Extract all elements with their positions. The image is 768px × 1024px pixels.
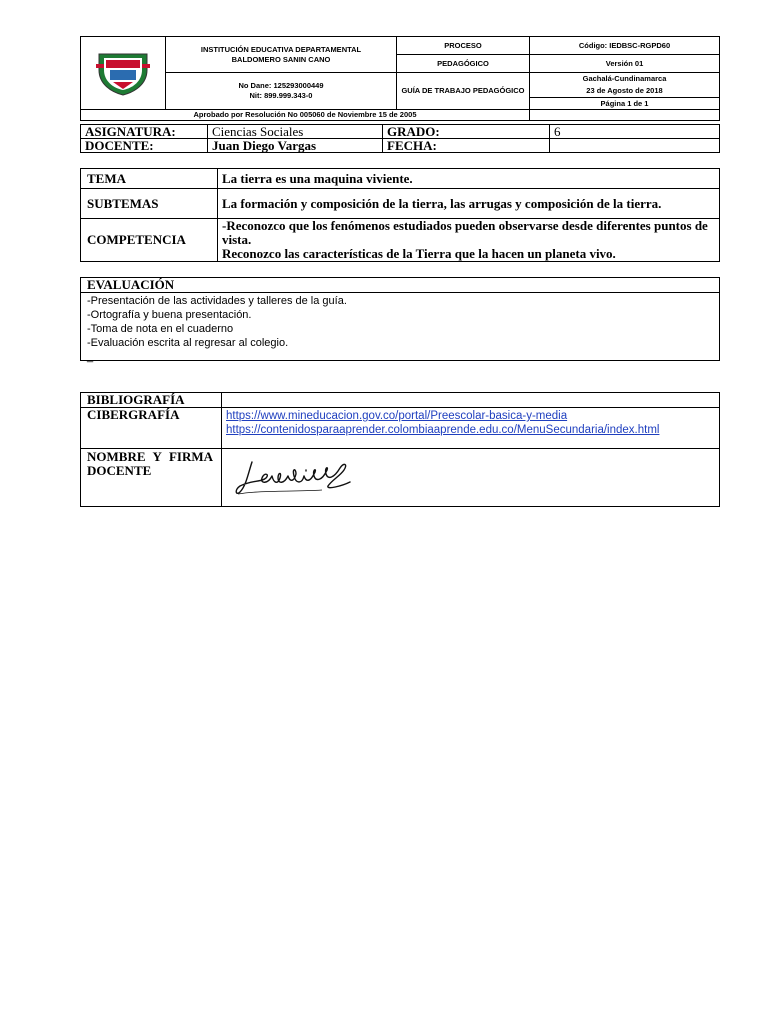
evaluation-title: EVALUACIÓN [81,278,719,293]
process-cell [397,37,530,73]
bibliography-table [80,392,720,507]
date-value [550,139,720,153]
grade-label: GRADO: [383,125,550,139]
evaluation-item: -Ortografía y buena presentación. [87,309,252,321]
logo-cell [81,37,166,110]
evaluation-list [81,293,719,365]
evaluation-box [80,277,720,361]
competency-label: COMPETENCIA [81,219,218,262]
institution-name-line2: BALDOMERO SANIN CANO [231,54,331,64]
code-cell [530,37,720,73]
dane-number: No Dane: 125293000449 [238,81,324,90]
handwritten-signature [232,454,372,498]
competency-line-2: Reconozco las características de la Tierra que la hacen un planeta vivo. [222,246,616,261]
topic-label: TEMA [81,169,218,189]
document-header [80,36,720,121]
nit-number: Nit: 899.999.343-0 [249,91,313,100]
subject-label: ASIGNATURA: [81,125,208,139]
document-version: Versión 01 [605,59,644,68]
evaluation-item: _ [87,351,94,363]
location: Gachalá-Cundinamarca [582,74,667,83]
topic-table [80,168,720,262]
school-shield-icon [93,48,153,96]
guide-title: GUÍA DE TRABAJO PEDAGÓGICO [397,73,530,110]
evaluation-item: -Toma de nota en el cuaderno [87,323,234,335]
document-code: Código: IEDBSC-RGPD60 [530,37,719,55]
topic-value: La tierra es una maquina viviente. [218,169,720,189]
teacher-label: DOCENTE: [81,139,208,153]
issue-date: 23 de Agosto de 2018 [586,86,663,95]
approval-note: Aprobado por Resolución No 005060 de Noviembre 15 de 2005 [81,110,530,121]
subject-info-table [80,124,720,153]
cybergraphy-label: CIBERGRAFÍA [81,408,222,449]
grade-value: 6 [550,125,720,139]
competency-value [218,219,720,262]
evaluation-item: -Presentación de las actividades y talleres de la guía. [87,295,347,307]
approval-empty-cell [530,110,720,121]
location-cell [530,73,720,110]
subtopics-value: La formación y composición de la tierra, las arrugas y composición de la tierra. [218,189,720,219]
date-label: FECHA: [383,139,550,153]
process-value: PEDAGÓGICO [437,59,489,68]
page-number: Página 1 de 1 [530,97,719,109]
subject-value: Ciencias Sociales [208,125,383,139]
teacher-value: Juan Diego Vargas [208,139,383,153]
bibliography-value [222,393,720,408]
cybergraphy-link-mineducacion[interactable]: https://www.mineducacion.gov.co/portal/Preescolar-basica-y-media [226,410,568,422]
subtopics-label: SUBTEMAS [81,189,218,219]
evaluation-item: -Evaluación escrita al regresar al colegio. [87,337,289,349]
institution-cell [166,37,397,73]
teacher-signature-label: NOMBRE Y FIRMA DOCENTE [81,449,222,507]
institution-name-line1: INSTITUCIÓN EDUCATIVA DEPARTAMENTAL [200,44,362,54]
competency-line-1: -Reconozco que los fenómenos estudiados pueden observarse desde diferentes puntos de vista. [222,218,708,247]
teacher-signature-cell [222,449,720,507]
bibliography-label: BIBLIOGRAFÍA [81,393,222,408]
cybergraphy-links [222,408,720,449]
cybergraphy-link-colombiaaprende[interactable]: https://contenidosparaaprender.colombiaaprende.edu.co/MenuSecundaria/index.html [226,424,660,436]
process-label: PROCESO [397,37,529,55]
dane-cell [166,73,397,110]
